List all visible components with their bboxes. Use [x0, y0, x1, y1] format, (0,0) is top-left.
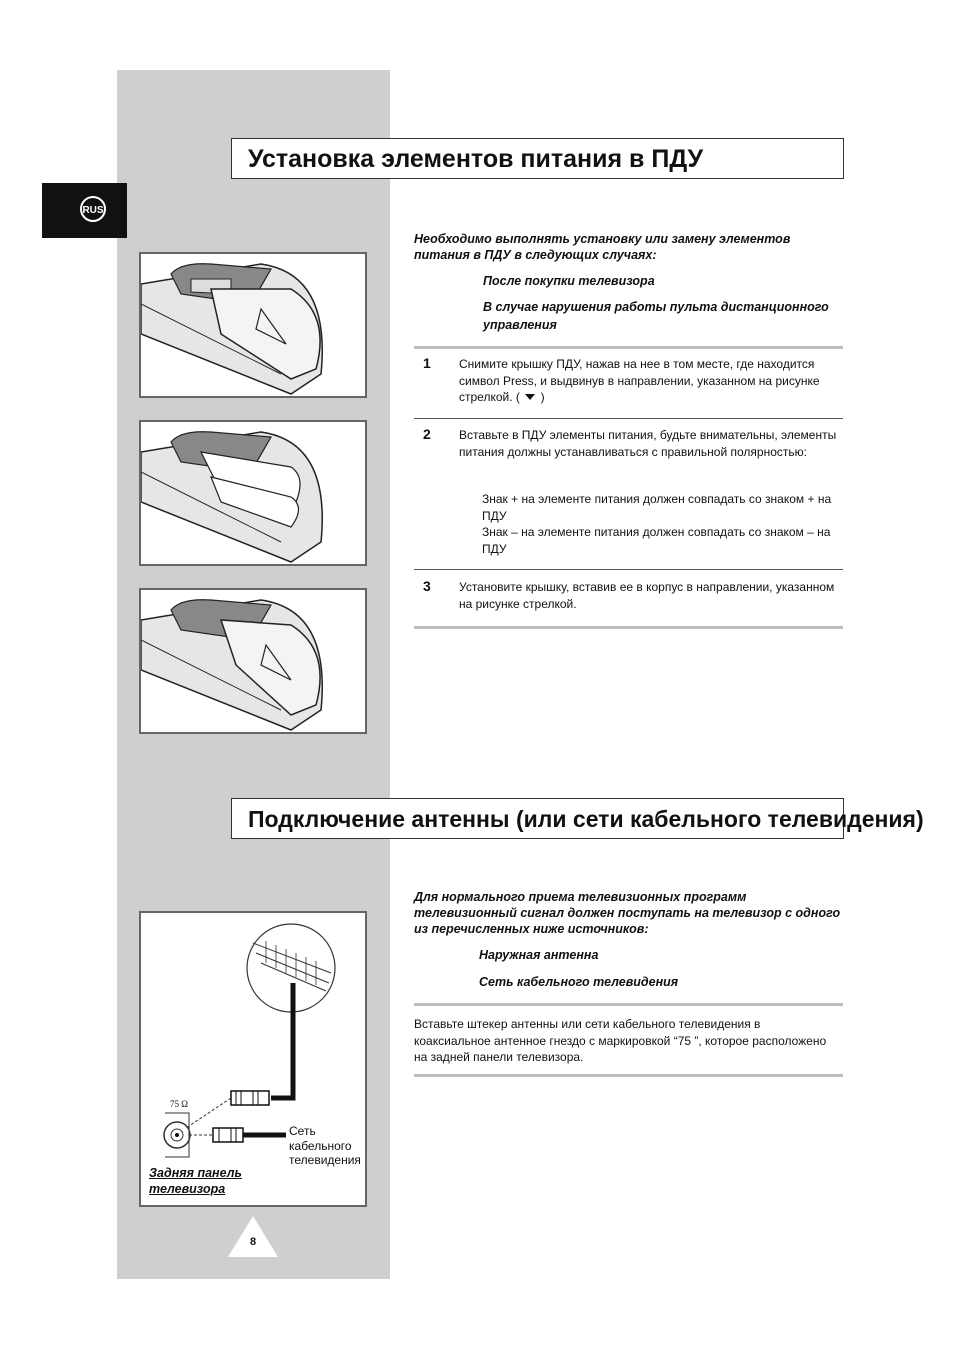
divider	[414, 418, 843, 419]
panel-label-line: телевизора	[149, 1182, 226, 1196]
cable-label-line: Сеть	[289, 1124, 316, 1138]
polarity-note-plus: Знак + на элементе питания должен совпадать со знаком + на ПДУ	[482, 492, 832, 523]
arrow-down-icon	[523, 391, 537, 401]
case-item: В случае нарушения работы пульта дистанционного управления	[483, 300, 829, 332]
step-text: Установите крышку, вставив ее в корпус в направлении, указанном на рисунке стрелкой.	[459, 580, 835, 611]
remote-open-cover-illustration	[139, 252, 367, 398]
divider	[414, 1074, 843, 1077]
section-title-antenna: Подключение антенны (или сети кабельного телевидения)	[231, 798, 844, 839]
ohm-label: 75 Ω	[170, 1099, 188, 1109]
antenna-instructions: Вставьте штекер антенны или сети кабельного телевидения в коаксиальное антенное гнездо с маркировкой “75 ”, которое расположено на задней панели телевизора.	[414, 1017, 827, 1064]
cable-label-line: кабельного	[289, 1138, 352, 1153]
step-text-end: )	[540, 390, 545, 404]
remote-batteries-illustration	[139, 420, 367, 566]
divider	[414, 346, 843, 349]
battery-icon	[141, 422, 365, 564]
step-text-body: Снимите крышку ПДУ, нажав на нее в том месте, где находится символ Press, и выдвинув в направлении, указанном на рисунке стрелкой. (	[459, 357, 820, 404]
section1-intro: Необходимо выполнять установку или замену элементов питания в ПДУ в следующих случаях:	[414, 232, 791, 262]
language-badge: RUS	[80, 196, 106, 222]
page-number: 8	[249, 1236, 257, 1248]
cable-label	[289, 1124, 361, 1168]
section2-intro: Для нормального приема телевизионных программ телевизионный сигнал должен поступать на телевизор с одного из перечисленных ниже источников:	[414, 890, 841, 936]
divider	[414, 1003, 843, 1006]
panel-label	[149, 1165, 242, 1197]
source-item: Наружная антенна	[479, 948, 599, 962]
step-number: 1	[423, 355, 431, 371]
divider	[414, 626, 843, 629]
step-number: 2	[423, 426, 431, 442]
remote-icon	[141, 590, 365, 732]
remote-close-cover-illustration	[139, 588, 367, 734]
step-number: 3	[423, 578, 431, 594]
remote-icon	[141, 254, 365, 396]
step-text: Вставьте в ПДУ элементы питания, будьте внимательны, элементы питания должны устанавливаться с правильной полярностью:	[459, 428, 837, 459]
cable-label-line: телевидения	[289, 1153, 361, 1167]
polarity-note-minus: Знак – на элементе питания должен совпадать со знаком – на ПДУ	[482, 525, 831, 556]
step-text	[459, 356, 839, 406]
divider	[414, 569, 843, 570]
antenna-connection-illustration	[139, 911, 367, 1207]
section-title-batteries: Установка элементов питания в ПДУ	[231, 138, 844, 179]
source-item: Сеть кабельного телевидения	[479, 975, 679, 989]
panel-label-line: Задняя панель	[149, 1166, 242, 1180]
case-item: После покупки телевизора	[483, 274, 655, 288]
